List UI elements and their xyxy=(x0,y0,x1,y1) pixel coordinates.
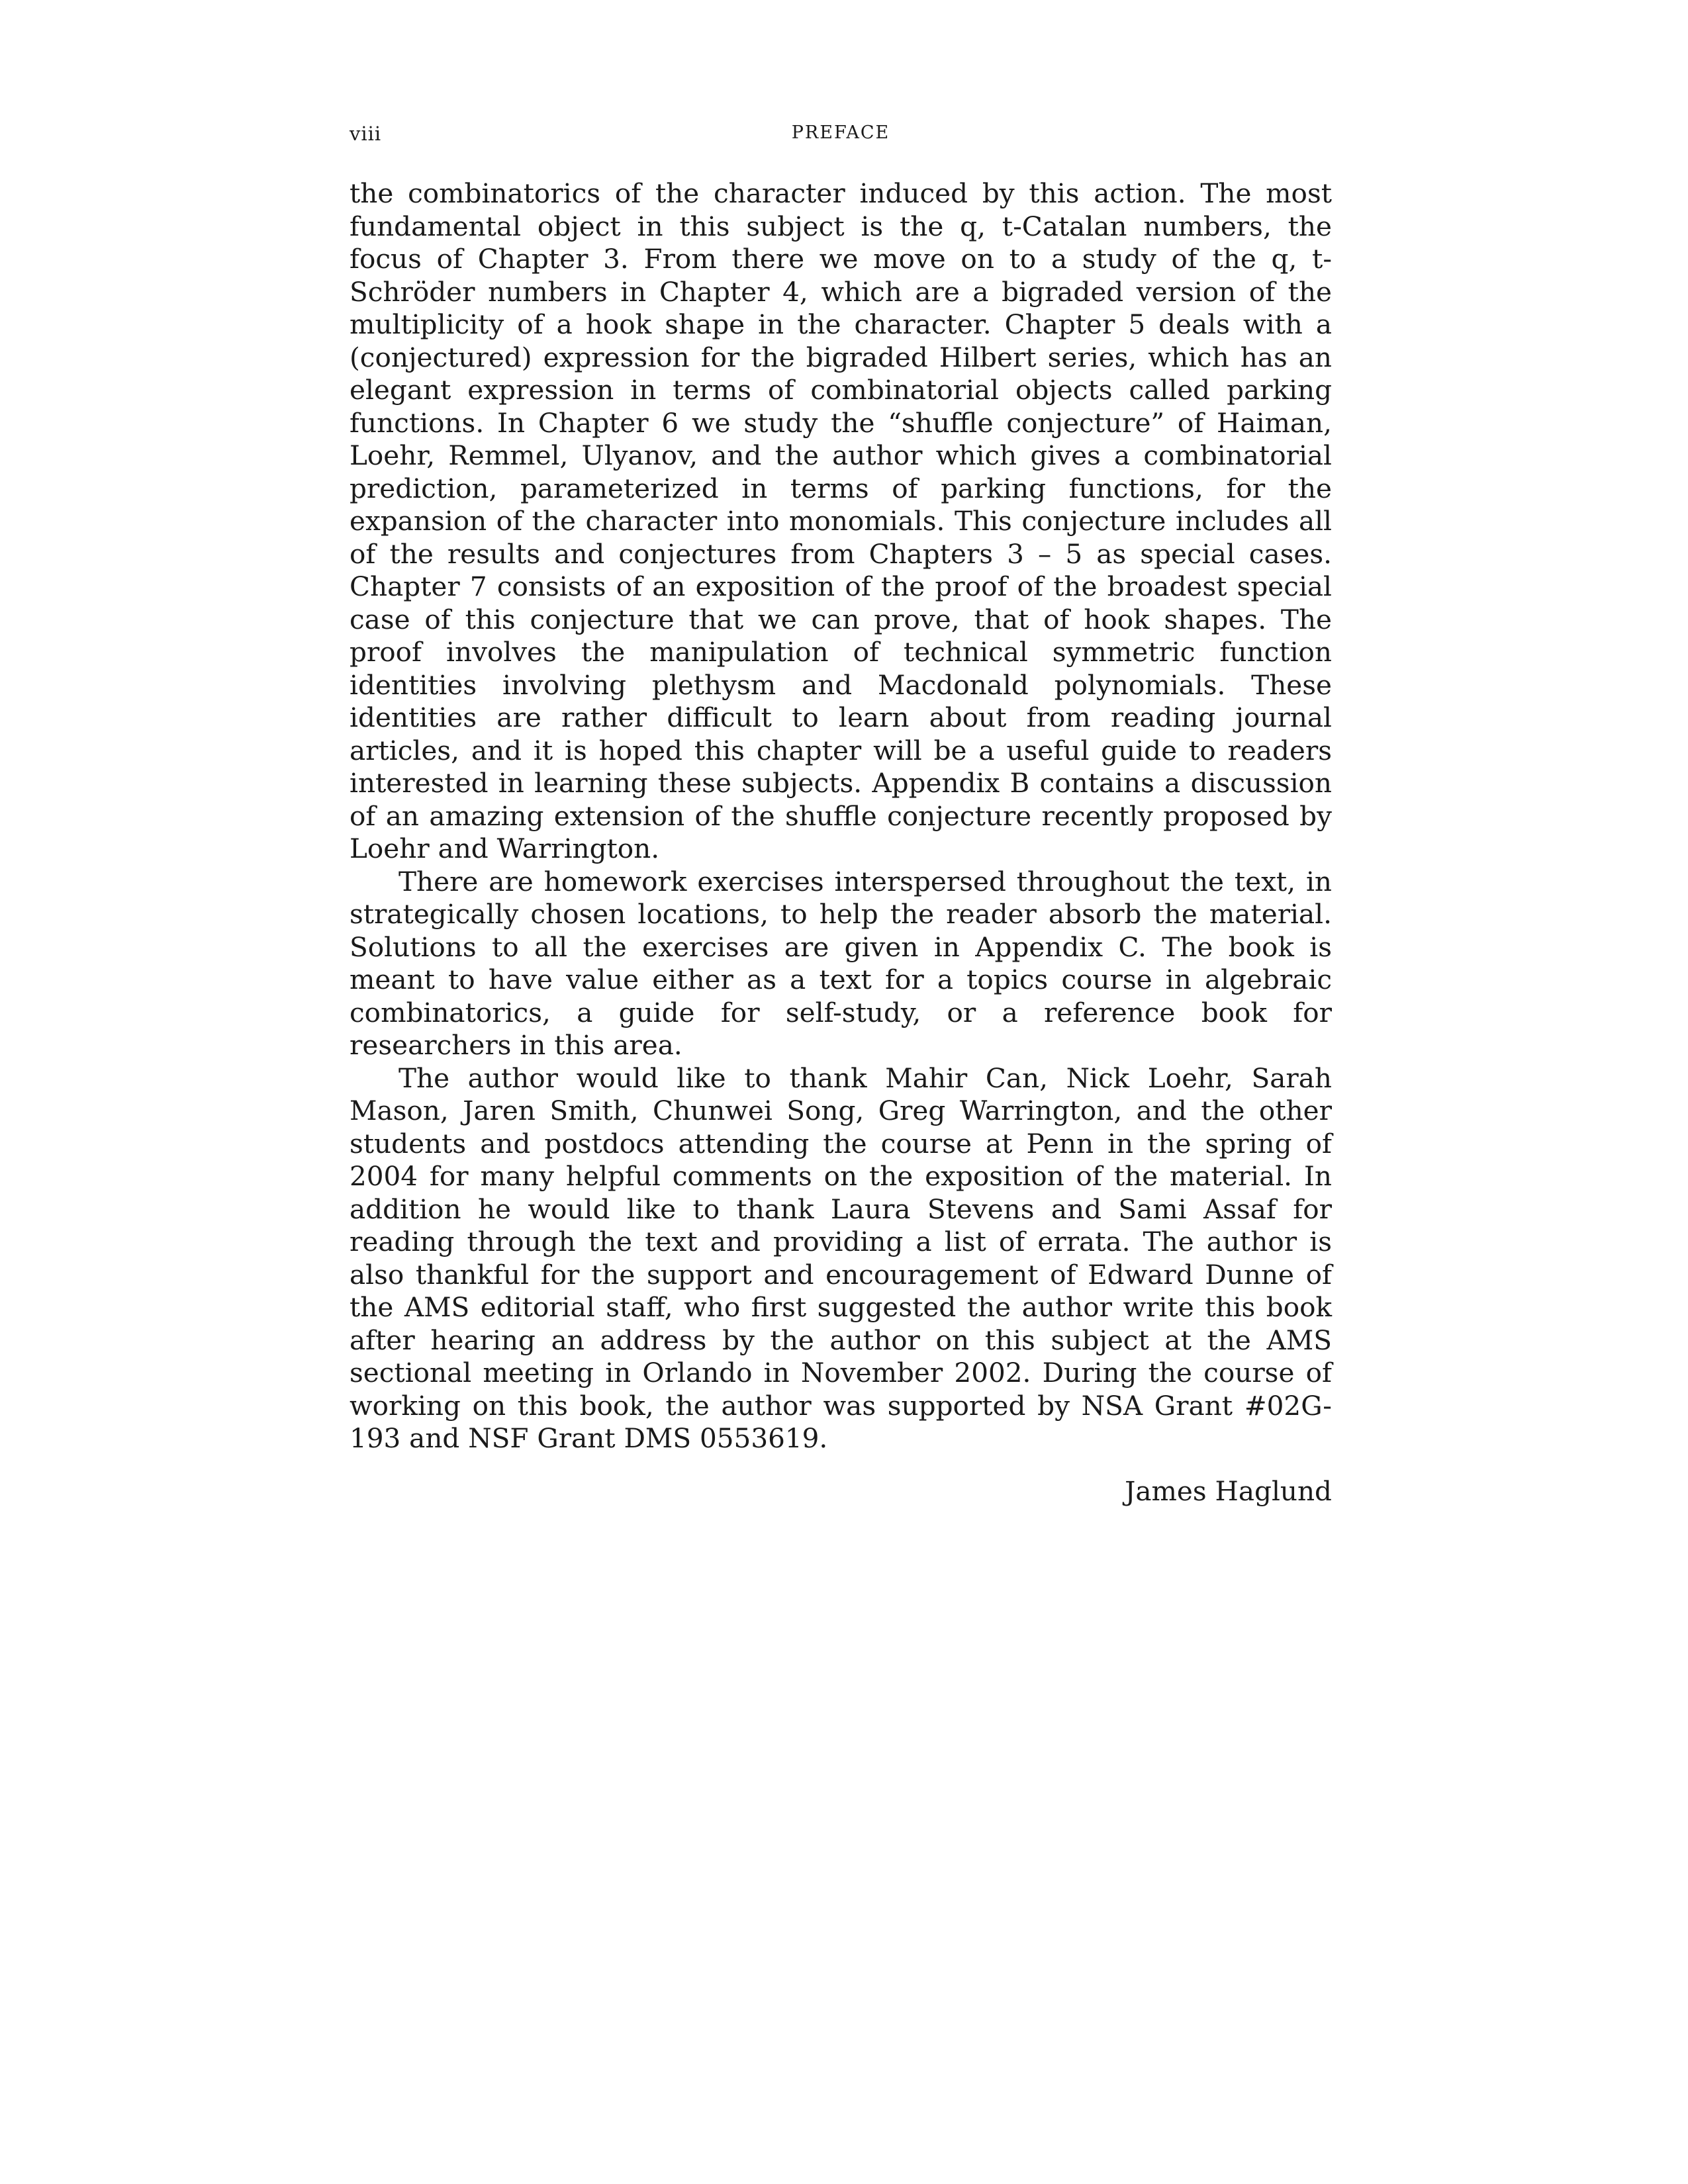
author-signature: James Haglund xyxy=(1125,1475,1332,1507)
paragraph-acknowledgements: The author would like to thank Mahir Can, Nick Loehr, Sarah Mason, Jaren Smith, Chunwei Song, Greg Warrington, and the other students and postdocs attending the course at Penn in the spring of 2004 for many helpful comments on the exposition of the material. In addition he would like to thank Laura Stevens and Sami Assaf for reading through the text and providing a list of errata. The author is also thankful for the support and encouragement of Edward Dunne of the AMS editorial staff, who first suggested the author write this book after hearing an address by the author on this subject at the AMS sectional meeting in Orlando in November 2002. During the course of working on this book, the author was supported by NSA Grant #02G-193 and NSF Grant DMS 0553619. xyxy=(350,1062,1332,1454)
paragraph-continued: the combinatorics of the character induced by this action. The most fundamental object in this subject is the q, t-Catalan numbers, the focus of Chapter 3. From there we move on to a study of the q, t-Schröder numbers in Chapter 4, which are a bigraded version of the multiplicity of a hook shape in the character. Chapter 5 deals with a (conjectured) expression for the bigraded Hilbert series, which has an elegant expression in terms of combinatorial objects called parking functions. In Chapter 6 we study the “shuffle conjecture” of Haiman, Loehr, Remmel, Ulyanov, and the author which gives a combinatorial prediction, parameterized in terms of parking functions, for the expansion of the character into monomials. This conjecture includes all of the results and conjectures from Chapters 3 – 5 as special cases. Chapter 7 consists of an exposition of the proof of the broadest special case of this conjecture that we can prove, that of hook shapes. The proof involves the manipulation of technical symmetric function identities involving plethysm and Macdonald polynomials. These identities are rather difficult to learn about from reading journal articles, and it is hoped this chapter will be a useful guide to readers interested in learning these subjects. Appendix B contains a discussion of an amazing extension of the shuffle conjecture recently proposed by Loehr and Warrington. xyxy=(350,177,1332,864)
paragraph-exercises: There are homework exercises interspersed throughout the text, in strategically chosen locations, to help the reader absorb the material. Solutions to all the exercises are given in Appendix C. The book is meant to have value either as a text for a topics course in algebraic combinatorics, a guide for self-study, or a reference book for researchers in this area. xyxy=(350,865,1332,1061)
preface-body xyxy=(350,177,1332,1508)
page-number: viii xyxy=(350,122,382,145)
running-title: PREFACE xyxy=(791,122,890,143)
running-head xyxy=(350,122,1332,152)
